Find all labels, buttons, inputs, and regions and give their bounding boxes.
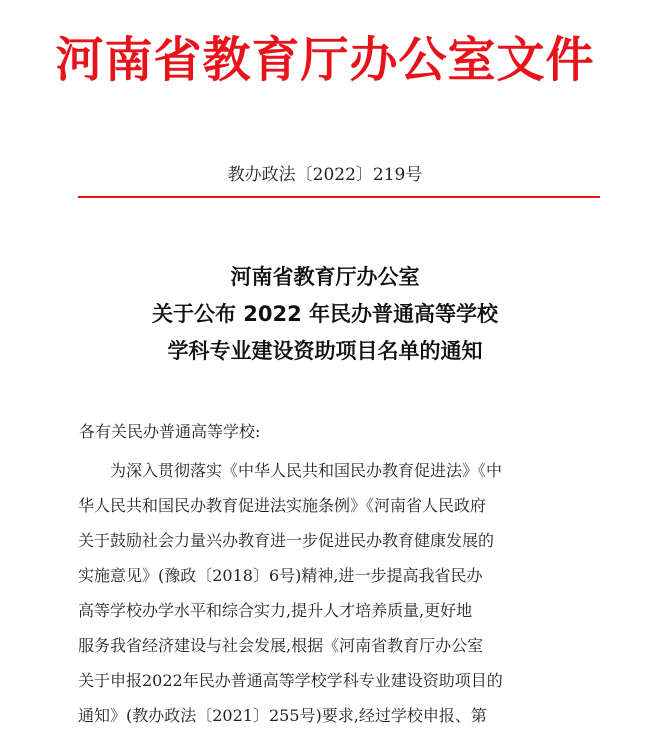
- body-line: 华人民共和国民办教育促进法实施条例》《河南省人民政府: [78, 496, 487, 515]
- body-line: 实施意见》(豫政〔2018〕6号)精神,进一步提高我省民办: [78, 566, 483, 585]
- title-line-1: 河南省教育厅办公室: [230, 265, 420, 289]
- salutation: 各有关民办普通高等学校:: [79, 422, 261, 441]
- document-number: 教办政法〔2022〕219号: [227, 165, 423, 185]
- body-line: 通知》(教办政法〔2021〕255号)要求,经过学校申报、第: [78, 706, 487, 725]
- body-line: 为深入贯彻落实《中华人民共和国民办教育促进法》《中: [110, 461, 503, 480]
- body-line: 关于鼓励社会力量兴办教育进一步促进民办教育健康发展的: [78, 531, 495, 550]
- body-paragraph: [78, 453, 602, 733]
- document-title: [0, 259, 650, 370]
- title-line-3: 学科专业建设资助项目名单的通知: [167, 339, 483, 363]
- document-masthead: 河南省教育厅办公室文件: [55, 32, 595, 88]
- body-line: 高等学校办学水平和综合实力,提升人才培养质量,更好地: [78, 601, 473, 620]
- title-line-2: 关于公布 2022 年民办普通高等学校: [151, 302, 499, 326]
- red-divider-line: [78, 196, 600, 198]
- body-line: 服务我省经济建设与社会发展,根据《河南省教育厅办公室: [78, 636, 484, 655]
- body-line: 关于申报2022年民办普通高等学校学科专业建设资助项目的: [78, 671, 503, 690]
